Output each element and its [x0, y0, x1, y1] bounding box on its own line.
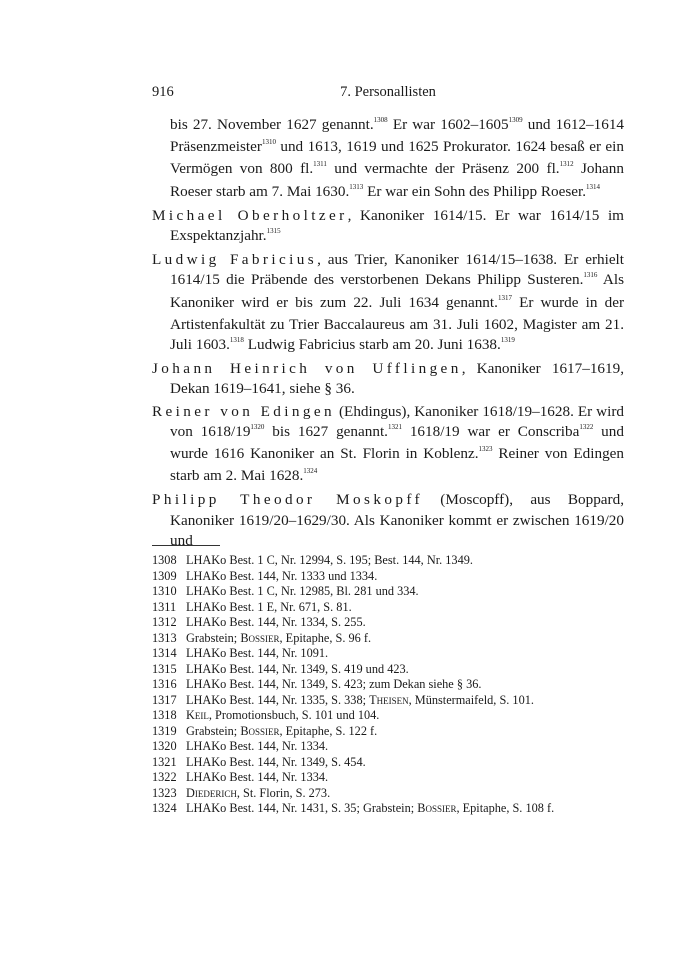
footnote: 1322 LHAKo Best. 144, Nr. 1334.: [152, 770, 329, 784]
person-entry: Reiner von Edingen (Ehdingus), Kanoniker 1618/19–1628. Er wird von $1618/19^{1320}$ bis 1627 genannt.$^{1321}$ 1618/19 war er Conscriba$^{1322}$ und wurde 1616 Kanoniker an St. Florin in Koblenz.$^{1323}$ Reiner von Edingen starb am 2. Mai 1628.$^{1324}$: [152, 402, 624, 485]
footnote-ref[interactable]: 1308: [373, 116, 388, 124]
footnote-ref[interactable]: 1316: [583, 271, 598, 280]
footnote-number: 1322: [152, 770, 177, 784]
footnote: 1313 Grabstein; Bossier, Epitaphe, S. 96 f.: [152, 630, 372, 645]
footnote-ref[interactable]: 1309: [508, 116, 523, 124]
footnotes: [152, 553, 624, 817]
footnote: 1317 LHAKo Best. 144, Nr. 1335, S. 338; Theisen, Münstermaifeld, S. 101.: [152, 692, 534, 707]
footnote-ref[interactable]: 1324: [303, 467, 318, 476]
footnote-ref[interactable]: 1320: [250, 422, 265, 431]
footnote-separator: [152, 545, 220, 546]
person-entry: Johann Heinrich von Ufflingen, Kanoniker 1617–1619, Dekan 1619–1641, siehe § 36.: [152, 360, 624, 398]
footnote-number: 1319: [152, 723, 177, 738]
person-entry: Philipp Theodor Moskopff (Moscopff), aus Boppard, Kanoniker 1619/20–1629/30. Als Kanoniker kommt er zwischen 1619/20 und: [152, 491, 624, 549]
footnote-ref[interactable]: 1321: [387, 422, 402, 431]
person-name: Reiner von Edingen: [152, 402, 336, 420]
footnote-ref[interactable]: 1317: [497, 293, 512, 302]
running-title: 7. Personallisten: [340, 84, 436, 100]
footnote: 1309 LHAKo Best. 144, Nr. 1333 und 1334.: [152, 568, 378, 583]
main-text: [152, 115, 624, 553]
footnote: 1319 Grabstein; Bossier, Epitaphe, S. 122 f.: [152, 723, 378, 738]
footnote: 1308 LHAKo Best. 1 C, Nr. 12994, S. 195; Best. 144, Nr. 1349.: [152, 553, 473, 567]
person-name: Johann Heinrich von Ufflingen: [152, 360, 462, 378]
footnote-number: 1311: [152, 599, 177, 614]
footnote-number: 1323: [152, 785, 177, 800]
page-number: 916: [152, 84, 174, 100]
footnote-number: 1321: [152, 754, 177, 769]
person-entry: Ludwig Fabricius, aus Trier, Kanoniker 1614/15–1638. Er erhielt 1614/15 die Präbende des verstorbenen Dekans Philipp Susteren.$^{1316}$ Als Kanoniker wird er bis zum 22. Juli 1634 genannt.$^{1317}$ Er wurde in der Artistenfakultät zu Trier Baccalaureus am 31. Juli 1602, Magister am 21. Juli 1603.$^{1318}$ Ludwig Fabricius starb am 20. Juni 1638.$^{1319}$: [152, 251, 624, 354]
footnote-ref[interactable]: 1319: [500, 336, 515, 345]
footnote-ref[interactable]: 1312: [559, 160, 574, 169]
footnote: 1310 LHAKo Best. 1 C, Nr. 12985, Bl. 281 und 334.: [152, 584, 419, 598]
footnote: 1315 LHAKo Best. 144, Nr. 1349, S. 419 und 423.: [152, 661, 409, 676]
footnote-ref[interactable]: 1313: [349, 182, 364, 191]
footnote-number: 1310: [152, 584, 177, 598]
footnote: 1323 Diederich, St. Florin, S. 273.: [152, 785, 331, 800]
footnote-number: 1314: [152, 646, 177, 660]
footnote-ref[interactable]: 1318: [229, 336, 244, 345]
footnote: 1321 LHAKo Best. 144, Nr. 1349, S. 454.: [152, 754, 366, 769]
footnote: 1324 LHAKo Best. 144, Nr. 1431, S. 35; Grabstein; Bossier, Epitaphe, S. 108 f.: [152, 801, 555, 815]
footnote-ref[interactable]: 1315: [266, 227, 281, 236]
footnote-ref[interactable]: 1310: [261, 138, 276, 147]
footnote-ref[interactable]: 1323: [478, 445, 493, 454]
footnote-ref[interactable]: 1322: [579, 422, 594, 431]
continued-paragraph: bis 27. November 1627 genannt.$^{1308}$ Er war $1602-1605^{1309}$ und 1612–1614 Präsenzmeister$^{1310}$ und 1613, 1619 und 1625 Prokurator. 1624 besaß er ein Vermögen von 800 fl.$^{1311}$ und vermachte der Präsenz 200 fl.$^{1312}$ Johann Roeser starb am 7. Mai 1630.$^{1313}$ Er war ein Sohn des Philipp Roeser.$^{1314}$: [170, 116, 625, 200]
footnote: 1320 LHAKo Best. 144, Nr. 1334.: [152, 739, 329, 753]
footnote-number: 1308: [152, 553, 177, 567]
person-name: Ludwig Fabricius: [152, 251, 318, 269]
page-header: [152, 84, 624, 104]
person-name: Philipp Theodor Moskopff: [152, 491, 423, 509]
footnote-ref[interactable]: 1314: [586, 182, 600, 191]
footnote: 1316 LHAKo Best. 144, Nr. 1349, S. 423; zum Dekan siehe § 36.: [152, 677, 482, 691]
footnote-number: 1324: [152, 801, 177, 815]
footnote-number: 1313: [152, 630, 177, 645]
footnote-number: 1312: [152, 615, 177, 629]
footnote: 1318 Keil, Promotionsbuch, S. 101 und 104.: [152, 708, 380, 722]
footnote: 1314 LHAKo Best. 144, Nr. 1091.: [152, 646, 329, 660]
footnote-number: 1320: [152, 739, 177, 753]
footnote-number: 1317: [152, 692, 177, 707]
footnote-number: 1315: [152, 661, 177, 676]
person-entry: Michael Oberholtzer, Kanoniker 1614/15. Er war 1614/15 im Exspektanzjahr.$^{1315}$: [152, 206, 624, 245]
footnote: 1312 LHAKo Best. 144, Nr. 1334, S. 255.: [152, 615, 366, 629]
footnote-number: 1318: [152, 708, 177, 722]
person-name: Michael Oberholtzer: [152, 206, 348, 224]
footnote-number: 1316: [152, 677, 177, 691]
footnote-ref[interactable]: 1311: [313, 160, 327, 169]
footnote-number: 1309: [152, 568, 177, 583]
footnote: 1311 LHAKo Best. 1 E, Nr. 671, S. 81.: [152, 599, 352, 614]
